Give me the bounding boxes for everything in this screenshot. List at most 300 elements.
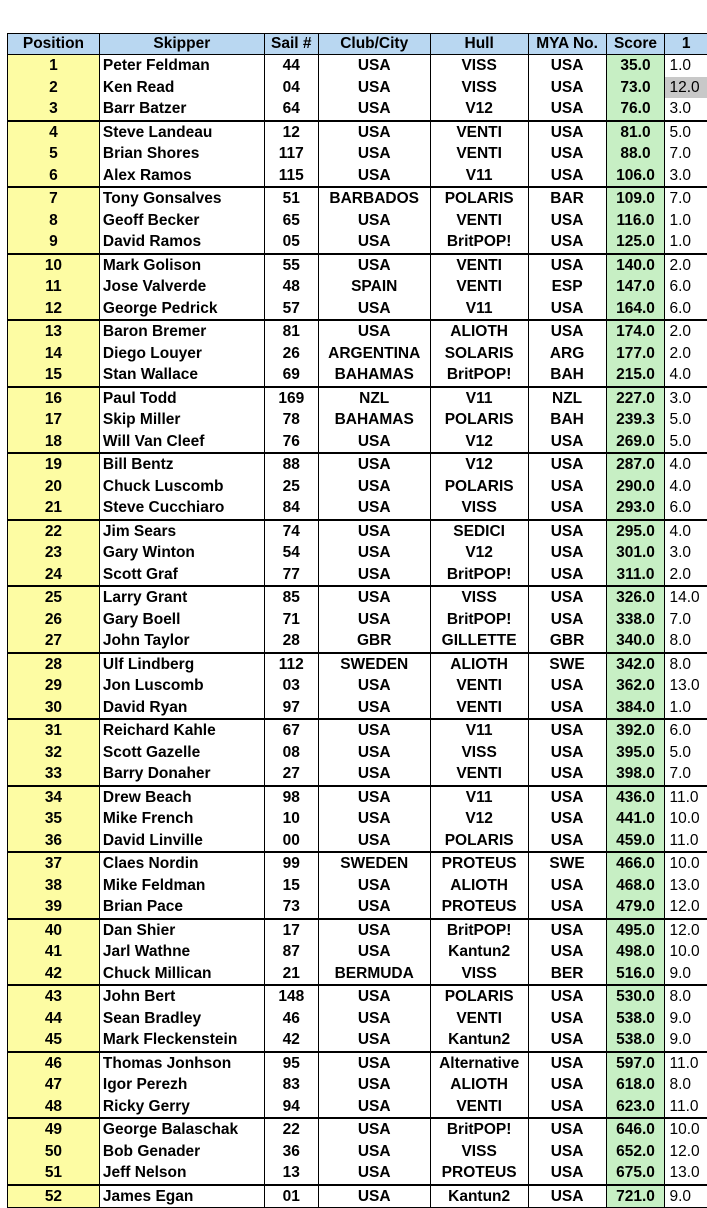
mya-number-cell[interactable]: USA [528, 742, 606, 764]
race-1-cell[interactable]: 12.0 [665, 919, 707, 942]
race-1-cell[interactable]: 1.0 [665, 55, 707, 77]
race-1-cell[interactable]: 2.0 [665, 254, 707, 277]
score-cell[interactable]: 392.0 [606, 719, 665, 742]
sail-number-cell[interactable]: 87 [264, 941, 318, 963]
score-cell[interactable]: 116.0 [606, 210, 665, 232]
score-cell[interactable]: 125.0 [606, 231, 665, 254]
race-1-cell[interactable]: 9.0 [665, 1029, 707, 1052]
mya-number-cell[interactable]: USA [528, 77, 606, 99]
club-city-cell[interactable]: SPAIN [318, 276, 430, 298]
skipper-cell[interactable]: Geoff Becker [99, 210, 264, 232]
hull-cell[interactable]: BritPOP! [430, 609, 528, 631]
club-city-cell[interactable]: USA [318, 1141, 430, 1163]
hull-cell[interactable]: PROTEUS [430, 852, 528, 875]
skipper-cell[interactable]: Sean Bradley [99, 1008, 264, 1030]
race-1-cell[interactable]: 13.0 [665, 1162, 707, 1185]
skipper-cell[interactable]: Igor Perezh [99, 1074, 264, 1096]
score-cell[interactable]: 293.0 [606, 497, 665, 520]
skipper-cell[interactable]: Brian Shores [99, 143, 264, 165]
position-cell[interactable]: 46 [8, 1052, 100, 1075]
skipper-cell[interactable]: Tony Gonsalves [99, 187, 264, 210]
mya-number-cell[interactable]: USA [528, 98, 606, 121]
race-1-cell[interactable]: 10.0 [665, 852, 707, 875]
skipper-cell[interactable]: Jon Luscomb [99, 675, 264, 697]
sail-number-cell[interactable]: 27 [264, 763, 318, 786]
sail-number-cell[interactable]: 25 [264, 476, 318, 498]
skipper-cell[interactable]: Dan Shier [99, 919, 264, 942]
mya-number-cell[interactable]: USA [528, 896, 606, 919]
mya-number-cell[interactable]: BAH [528, 364, 606, 387]
sail-number-cell[interactable]: 77 [264, 564, 318, 587]
mya-number-cell[interactable]: USA [528, 919, 606, 942]
sail-number-cell[interactable]: 01 [264, 1185, 318, 1208]
mya-number-cell[interactable]: USA [528, 875, 606, 897]
score-cell[interactable]: 623.0 [606, 1096, 665, 1119]
mya-number-cell[interactable]: BAH [528, 409, 606, 431]
position-cell[interactable]: 25 [8, 586, 100, 609]
club-city-cell[interactable]: USA [318, 1118, 430, 1141]
sail-number-cell[interactable]: 74 [264, 520, 318, 543]
club-city-cell[interactable]: USA [318, 697, 430, 720]
position-cell[interactable]: 52 [8, 1185, 100, 1208]
hull-cell[interactable]: V12 [430, 542, 528, 564]
column-header-position[interactable]: Position [8, 34, 100, 55]
position-cell[interactable]: 9 [8, 231, 100, 254]
score-cell[interactable]: 109.0 [606, 187, 665, 210]
score-cell[interactable]: 174.0 [606, 320, 665, 343]
club-city-cell[interactable]: USA [318, 609, 430, 631]
race-1-cell[interactable]: 8.0 [665, 1074, 707, 1096]
skipper-cell[interactable]: Claes Nordin [99, 852, 264, 875]
position-cell[interactable]: 40 [8, 919, 100, 942]
score-cell[interactable]: 468.0 [606, 875, 665, 897]
club-city-cell[interactable]: USA [318, 919, 430, 942]
score-cell[interactable]: 538.0 [606, 1008, 665, 1030]
score-cell[interactable]: 675.0 [606, 1162, 665, 1185]
mya-number-cell[interactable]: USA [528, 763, 606, 786]
position-cell[interactable]: 34 [8, 786, 100, 809]
race-1-cell[interactable]: 9.0 [665, 1185, 707, 1208]
column-header-sail[interactable]: Sail # [264, 34, 318, 55]
position-cell[interactable]: 32 [8, 742, 100, 764]
score-cell[interactable]: 495.0 [606, 919, 665, 942]
skipper-cell[interactable]: Brian Pace [99, 896, 264, 919]
mya-number-cell[interactable]: USA [528, 1185, 606, 1208]
sail-number-cell[interactable]: 67 [264, 719, 318, 742]
position-cell[interactable]: 45 [8, 1029, 100, 1052]
sail-number-cell[interactable]: 48 [264, 276, 318, 298]
skipper-cell[interactable]: Jim Sears [99, 520, 264, 543]
hull-cell[interactable]: VISS [430, 55, 528, 77]
mya-number-cell[interactable]: USA [528, 1029, 606, 1052]
score-cell[interactable]: 35.0 [606, 55, 665, 77]
position-cell[interactable]: 21 [8, 497, 100, 520]
position-cell[interactable]: 33 [8, 763, 100, 786]
sail-number-cell[interactable]: 44 [264, 55, 318, 77]
sail-number-cell[interactable]: 13 [264, 1162, 318, 1185]
sail-number-cell[interactable]: 78 [264, 409, 318, 431]
hull-cell[interactable]: VISS [430, 77, 528, 99]
club-city-cell[interactable]: USA [318, 320, 430, 343]
position-cell[interactable]: 17 [8, 409, 100, 431]
skipper-cell[interactable]: Barry Donaher [99, 763, 264, 786]
club-city-cell[interactable]: ARGENTINA [318, 343, 430, 365]
club-city-cell[interactable]: USA [318, 742, 430, 764]
position-cell[interactable]: 7 [8, 187, 100, 210]
race-1-cell[interactable]: 3.0 [665, 387, 707, 410]
mya-number-cell[interactable]: GBR [528, 630, 606, 653]
position-cell[interactable]: 49 [8, 1118, 100, 1141]
hull-cell[interactable]: VENTI [430, 1096, 528, 1119]
mya-number-cell[interactable]: USA [528, 675, 606, 697]
position-cell[interactable]: 22 [8, 520, 100, 543]
sail-number-cell[interactable]: 57 [264, 298, 318, 321]
club-city-cell[interactable]: USA [318, 542, 430, 564]
club-city-cell[interactable]: USA [318, 1096, 430, 1119]
position-cell[interactable]: 2 [8, 77, 100, 99]
position-cell[interactable]: 24 [8, 564, 100, 587]
position-cell[interactable]: 5 [8, 143, 100, 165]
club-city-cell[interactable]: USA [318, 55, 430, 77]
score-cell[interactable]: 147.0 [606, 276, 665, 298]
score-cell[interactable]: 326.0 [606, 586, 665, 609]
position-cell[interactable]: 31 [8, 719, 100, 742]
hull-cell[interactable]: V11 [430, 786, 528, 809]
skipper-cell[interactable]: James Egan [99, 1185, 264, 1208]
club-city-cell[interactable]: SWEDEN [318, 653, 430, 676]
score-cell[interactable]: 311.0 [606, 564, 665, 587]
skipper-cell[interactable]: Mark Fleckenstein [99, 1029, 264, 1052]
score-cell[interactable]: 395.0 [606, 742, 665, 764]
club-city-cell[interactable]: USA [318, 520, 430, 543]
sail-number-cell[interactable]: 00 [264, 830, 318, 853]
position-cell[interactable]: 23 [8, 542, 100, 564]
sail-number-cell[interactable]: 99 [264, 852, 318, 875]
position-cell[interactable]: 42 [8, 963, 100, 986]
skipper-cell[interactable]: Bob Genader [99, 1141, 264, 1163]
race-1-cell[interactable]: 11.0 [665, 1096, 707, 1119]
hull-cell[interactable]: SEDICI [430, 520, 528, 543]
score-cell[interactable]: 459.0 [606, 830, 665, 853]
club-city-cell[interactable]: USA [318, 786, 430, 809]
score-cell[interactable]: 76.0 [606, 98, 665, 121]
skipper-cell[interactable]: Skip Miller [99, 409, 264, 431]
mya-number-cell[interactable]: NZL [528, 387, 606, 410]
position-cell[interactable]: 43 [8, 985, 100, 1008]
hull-cell[interactable]: ALIOTH [430, 320, 528, 343]
sail-number-cell[interactable]: 98 [264, 786, 318, 809]
mya-number-cell[interactable]: USA [528, 1162, 606, 1185]
mya-number-cell[interactable]: USA [528, 1118, 606, 1141]
score-cell[interactable]: 342.0 [606, 653, 665, 676]
position-cell[interactable]: 15 [8, 364, 100, 387]
score-cell[interactable]: 538.0 [606, 1029, 665, 1052]
skipper-cell[interactable]: Will Van Cleef [99, 431, 264, 454]
skipper-cell[interactable]: Steve Landeau [99, 121, 264, 144]
club-city-cell[interactable]: USA [318, 675, 430, 697]
mya-number-cell[interactable]: USA [528, 985, 606, 1008]
sail-number-cell[interactable]: 169 [264, 387, 318, 410]
hull-cell[interactable]: BritPOP! [430, 564, 528, 587]
sail-number-cell[interactable]: 26 [264, 343, 318, 365]
race-1-cell[interactable]: 7.0 [665, 187, 707, 210]
hull-cell[interactable]: BritPOP! [430, 364, 528, 387]
position-cell[interactable]: 51 [8, 1162, 100, 1185]
skipper-cell[interactable]: Jeff Nelson [99, 1162, 264, 1185]
skipper-cell[interactable]: David Linville [99, 830, 264, 853]
skipper-cell[interactable]: Paul Todd [99, 387, 264, 410]
sail-number-cell[interactable]: 42 [264, 1029, 318, 1052]
hull-cell[interactable]: SOLARIS [430, 343, 528, 365]
club-city-cell[interactable]: USA [318, 210, 430, 232]
mya-number-cell[interactable]: USA [528, 143, 606, 165]
position-cell[interactable]: 37 [8, 852, 100, 875]
sail-number-cell[interactable]: 81 [264, 320, 318, 343]
club-city-cell[interactable]: USA [318, 875, 430, 897]
score-cell[interactable]: 398.0 [606, 763, 665, 786]
hull-cell[interactable]: BritPOP! [430, 231, 528, 254]
skipper-cell[interactable]: John Taylor [99, 630, 264, 653]
mya-number-cell[interactable]: USA [528, 1074, 606, 1096]
score-cell[interactable]: 269.0 [606, 431, 665, 454]
score-cell[interactable]: 215.0 [606, 364, 665, 387]
mya-number-cell[interactable]: USA [528, 1052, 606, 1075]
column-header-club[interactable]: Club/City [318, 34, 430, 55]
club-city-cell[interactable]: USA [318, 1052, 430, 1075]
club-city-cell[interactable]: USA [318, 1074, 430, 1096]
race-1-cell[interactable]: 8.0 [665, 985, 707, 1008]
mya-number-cell[interactable]: USA [528, 586, 606, 609]
position-cell[interactable]: 26 [8, 609, 100, 631]
sail-number-cell[interactable]: 51 [264, 187, 318, 210]
club-city-cell[interactable]: USA [318, 719, 430, 742]
race-1-cell[interactable]: 13.0 [665, 675, 707, 697]
race-1-cell[interactable]: 7.0 [665, 763, 707, 786]
hull-cell[interactable]: V12 [430, 453, 528, 476]
club-city-cell[interactable]: BERMUDA [318, 963, 430, 986]
sail-number-cell[interactable]: 46 [264, 1008, 318, 1030]
club-city-cell[interactable]: USA [318, 586, 430, 609]
position-cell[interactable]: 16 [8, 387, 100, 410]
position-cell[interactable]: 28 [8, 653, 100, 676]
club-city-cell[interactable]: USA [318, 77, 430, 99]
race-1-cell[interactable]: 5.0 [665, 121, 707, 144]
club-city-cell[interactable]: USA [318, 896, 430, 919]
club-city-cell[interactable]: USA [318, 763, 430, 786]
skipper-cell[interactable]: Scott Gazelle [99, 742, 264, 764]
score-cell[interactable]: 479.0 [606, 896, 665, 919]
sail-number-cell[interactable]: 117 [264, 143, 318, 165]
sail-number-cell[interactable]: 95 [264, 1052, 318, 1075]
sail-number-cell[interactable]: 04 [264, 77, 318, 99]
hull-cell[interactable]: BritPOP! [430, 919, 528, 942]
mya-number-cell[interactable]: USA [528, 830, 606, 853]
mya-number-cell[interactable]: USA [528, 231, 606, 254]
hull-cell[interactable]: POLARIS [430, 985, 528, 1008]
hull-cell[interactable]: POLARIS [430, 187, 528, 210]
mya-number-cell[interactable]: USA [528, 476, 606, 498]
sail-number-cell[interactable]: 55 [264, 254, 318, 277]
hull-cell[interactable]: VISS [430, 1141, 528, 1163]
mya-number-cell[interactable]: USA [528, 298, 606, 321]
hull-cell[interactable]: V11 [430, 298, 528, 321]
hull-cell[interactable]: VISS [430, 742, 528, 764]
hull-cell[interactable]: VENTI [430, 143, 528, 165]
hull-cell[interactable]: Kantun2 [430, 941, 528, 963]
race-1-cell[interactable]: 10.0 [665, 808, 707, 830]
skipper-cell[interactable]: Alex Ramos [99, 165, 264, 188]
race-1-cell[interactable]: 1.0 [665, 210, 707, 232]
hull-cell[interactable]: PROTEUS [430, 1162, 528, 1185]
sail-number-cell[interactable]: 15 [264, 875, 318, 897]
race-1-cell[interactable]: 5.0 [665, 409, 707, 431]
club-city-cell[interactable]: USA [318, 497, 430, 520]
club-city-cell[interactable]: BARBADOS [318, 187, 430, 210]
sail-number-cell[interactable]: 28 [264, 630, 318, 653]
sail-number-cell[interactable]: 21 [264, 963, 318, 986]
race-1-cell[interactable]: 9.0 [665, 963, 707, 986]
hull-cell[interactable]: V11 [430, 165, 528, 188]
club-city-cell[interactable]: SWEDEN [318, 852, 430, 875]
hull-cell[interactable]: POLARIS [430, 830, 528, 853]
score-cell[interactable]: 301.0 [606, 542, 665, 564]
race-1-cell[interactable]: 7.0 [665, 143, 707, 165]
sail-number-cell[interactable]: 83 [264, 1074, 318, 1096]
sail-number-cell[interactable]: 36 [264, 1141, 318, 1163]
position-cell[interactable]: 19 [8, 453, 100, 476]
race-1-cell[interactable]: 2.0 [665, 320, 707, 343]
sail-number-cell[interactable]: 76 [264, 431, 318, 454]
position-cell[interactable]: 47 [8, 1074, 100, 1096]
club-city-cell[interactable]: USA [318, 298, 430, 321]
column-header-score[interactable]: Score [606, 34, 665, 55]
hull-cell[interactable]: VENTI [430, 763, 528, 786]
club-city-cell[interactable]: BAHAMAS [318, 364, 430, 387]
skipper-cell[interactable]: Ulf Lindberg [99, 653, 264, 676]
score-cell[interactable]: 140.0 [606, 254, 665, 277]
position-cell[interactable]: 10 [8, 254, 100, 277]
race-1-cell[interactable]: 11.0 [665, 830, 707, 853]
mya-number-cell[interactable]: USA [528, 121, 606, 144]
position-cell[interactable]: 11 [8, 276, 100, 298]
mya-number-cell[interactable]: USA [528, 719, 606, 742]
race-1-cell[interactable]: 11.0 [665, 1052, 707, 1075]
race-1-cell[interactable]: 4.0 [665, 364, 707, 387]
score-cell[interactable]: 340.0 [606, 630, 665, 653]
mya-number-cell[interactable]: USA [528, 564, 606, 587]
mya-number-cell[interactable]: USA [528, 941, 606, 963]
mya-number-cell[interactable]: SWE [528, 852, 606, 875]
skipper-cell[interactable]: Mark Golison [99, 254, 264, 277]
mya-number-cell[interactable]: USA [528, 1008, 606, 1030]
position-cell[interactable]: 30 [8, 697, 100, 720]
score-cell[interactable]: 362.0 [606, 675, 665, 697]
hull-cell[interactable]: GILLETTE [430, 630, 528, 653]
skipper-cell[interactable]: Stan Wallace [99, 364, 264, 387]
sail-number-cell[interactable]: 85 [264, 586, 318, 609]
skipper-cell[interactable]: John Bert [99, 985, 264, 1008]
position-cell[interactable]: 1 [8, 55, 100, 77]
race-1-cell[interactable]: 2.0 [665, 564, 707, 587]
race-1-cell[interactable]: 3.0 [665, 542, 707, 564]
hull-cell[interactable]: BritPOP! [430, 1118, 528, 1141]
skipper-cell[interactable]: Thomas Jonhson [99, 1052, 264, 1075]
race-1-cell[interactable]: 3.0 [665, 98, 707, 121]
race-1-cell[interactable]: 2.0 [665, 343, 707, 365]
club-city-cell[interactable]: USA [318, 830, 430, 853]
hull-cell[interactable]: VENTI [430, 675, 528, 697]
club-city-cell[interactable]: USA [318, 231, 430, 254]
club-city-cell[interactable]: USA [318, 453, 430, 476]
position-cell[interactable]: 18 [8, 431, 100, 454]
position-cell[interactable]: 41 [8, 941, 100, 963]
mya-number-cell[interactable]: USA [528, 697, 606, 720]
race-1-cell[interactable]: 12.0 [665, 896, 707, 919]
hull-cell[interactable]: POLARIS [430, 409, 528, 431]
skipper-cell[interactable]: Mike French [99, 808, 264, 830]
mya-number-cell[interactable]: ESP [528, 276, 606, 298]
position-cell[interactable]: 13 [8, 320, 100, 343]
mya-number-cell[interactable]: USA [528, 786, 606, 809]
score-cell[interactable]: 384.0 [606, 697, 665, 720]
sail-number-cell[interactable]: 69 [264, 364, 318, 387]
score-cell[interactable]: 498.0 [606, 941, 665, 963]
race-1-cell[interactable]: 8.0 [665, 653, 707, 676]
score-cell[interactable]: 106.0 [606, 165, 665, 188]
score-cell[interactable]: 227.0 [606, 387, 665, 410]
skipper-cell[interactable]: Jose Valverde [99, 276, 264, 298]
position-cell[interactable]: 3 [8, 98, 100, 121]
skipper-cell[interactable]: Chuck Luscomb [99, 476, 264, 498]
race-1-cell[interactable]: 13.0 [665, 875, 707, 897]
hull-cell[interactable]: VISS [430, 586, 528, 609]
mya-number-cell[interactable]: USA [528, 431, 606, 454]
club-city-cell[interactable]: USA [318, 143, 430, 165]
club-city-cell[interactable]: USA [318, 564, 430, 587]
race-1-cell[interactable]: 10.0 [665, 941, 707, 963]
hull-cell[interactable]: V11 [430, 719, 528, 742]
column-header-hull[interactable]: Hull [430, 34, 528, 55]
position-cell[interactable]: 35 [8, 808, 100, 830]
hull-cell[interactable]: Alternative [430, 1052, 528, 1075]
club-city-cell[interactable]: USA [318, 808, 430, 830]
sail-number-cell[interactable]: 22 [264, 1118, 318, 1141]
score-cell[interactable]: 239.3 [606, 409, 665, 431]
club-city-cell[interactable]: BAHAMAS [318, 409, 430, 431]
race-1-cell[interactable]: 6.0 [665, 298, 707, 321]
hull-cell[interactable]: ALIOTH [430, 1074, 528, 1096]
skipper-cell[interactable]: Baron Bremer [99, 320, 264, 343]
score-cell[interactable]: 164.0 [606, 298, 665, 321]
hull-cell[interactable]: V12 [430, 808, 528, 830]
skipper-cell[interactable]: David Ramos [99, 231, 264, 254]
position-cell[interactable]: 29 [8, 675, 100, 697]
race-1-cell[interactable]: 11.0 [665, 786, 707, 809]
hull-cell[interactable]: VENTI [430, 121, 528, 144]
hull-cell[interactable]: VENTI [430, 276, 528, 298]
skipper-cell[interactable]: Ricky Gerry [99, 1096, 264, 1119]
mya-number-cell[interactable]: USA [528, 165, 606, 188]
hull-cell[interactable]: V11 [430, 387, 528, 410]
position-cell[interactable]: 8 [8, 210, 100, 232]
score-cell[interactable]: 652.0 [606, 1141, 665, 1163]
sail-number-cell[interactable]: 03 [264, 675, 318, 697]
sail-number-cell[interactable]: 88 [264, 453, 318, 476]
race-1-cell[interactable]: 4.0 [665, 476, 707, 498]
race-1-cell[interactable]: 10.0 [665, 1118, 707, 1141]
skipper-cell[interactable]: George Balaschak [99, 1118, 264, 1141]
hull-cell[interactable]: VENTI [430, 1008, 528, 1030]
